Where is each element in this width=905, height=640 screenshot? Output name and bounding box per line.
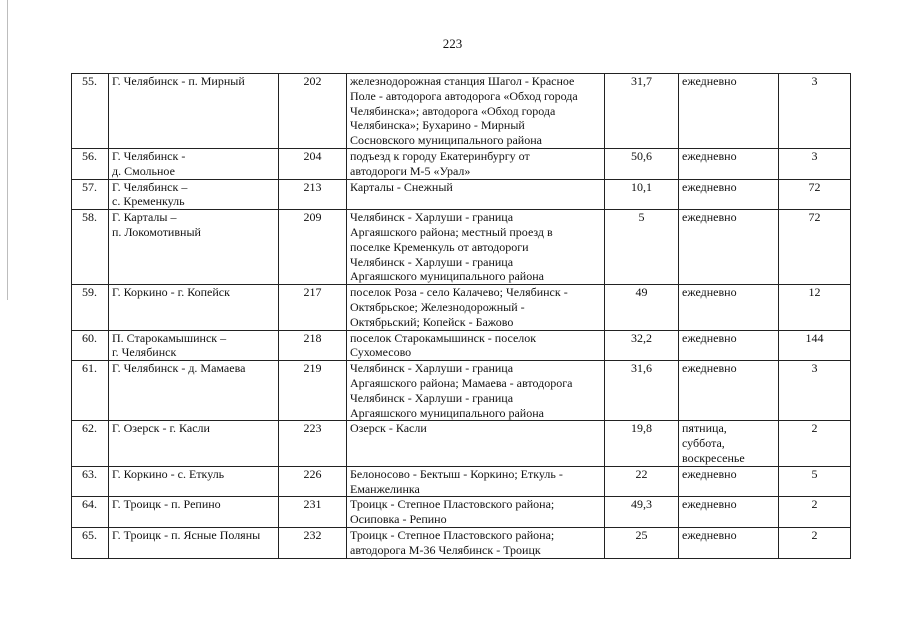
schedule-cell: ежедневно bbox=[679, 149, 779, 180]
table-row bbox=[72, 74, 851, 149]
route-name-cell: Г. Троицк - п. Репино bbox=[109, 497, 279, 528]
schedule-cell: ежедневно bbox=[679, 210, 779, 285]
route-length-cell: 50,6 bbox=[605, 149, 679, 180]
row-number-cell: 56. bbox=[72, 149, 109, 180]
route-path-cell: Челябинск - Харлуши - граница Аргаяшского района; Мамаева - автодорога Челябинск - Харлуши - граница Аргаяшского муниципального района bbox=[347, 361, 605, 421]
route-path-cell: железнодорожная станция Шагол - Красное Поле - автодорога автодорога «Обход города Челябинска»; автодорога «Обход города Челябинска»; Бухарино - Мирный Сосновского муниципального района bbox=[347, 74, 605, 149]
trips-count-cell: 5 bbox=[779, 466, 851, 497]
schedule-cell: пятница, суббота, воскресенье bbox=[679, 421, 779, 466]
route-name-cell: Г. Карталы – п. Локомотивный bbox=[109, 210, 279, 285]
trips-count-cell: 3 bbox=[779, 149, 851, 180]
registration-number-cell: 209 bbox=[279, 210, 347, 285]
registration-number-cell: 204 bbox=[279, 149, 347, 180]
routes-table bbox=[71, 73, 851, 559]
route-length-cell: 32,2 bbox=[605, 330, 679, 361]
table-row bbox=[72, 179, 851, 210]
trips-count-cell: 3 bbox=[779, 361, 851, 421]
route-path-cell: Белоносово - Бектыш - Коркино; Еткуль - Еманжелинка bbox=[347, 466, 605, 497]
route-name-cell: Г. Челябинск - д. Мамаева bbox=[109, 361, 279, 421]
page-number: 223 bbox=[442, 36, 463, 51]
registration-number-cell: 219 bbox=[279, 361, 347, 421]
route-length-cell: 49,3 bbox=[605, 497, 679, 528]
route-name-cell: Г. Челябинск - п. Мирный bbox=[109, 74, 279, 149]
trips-count-cell: 72 bbox=[779, 210, 851, 285]
row-number-cell: 62. bbox=[72, 421, 109, 466]
schedule-cell: ежедневно bbox=[679, 179, 779, 210]
route-path-cell: Троицк - Степное Пластовского района; автодорога М-36 Челябинск - Троицк bbox=[347, 527, 605, 558]
trips-count-cell: 2 bbox=[779, 421, 851, 466]
row-number-cell: 55. bbox=[72, 74, 109, 149]
schedule-cell: ежедневно bbox=[679, 330, 779, 361]
route-path-cell: поселок Роза - село Калачево; Челябинск - Октябрьское; Железнодорожный - Октябрьский; Копейск - Бажово bbox=[347, 285, 605, 330]
trips-count-cell: 12 bbox=[779, 285, 851, 330]
route-length-cell: 25 bbox=[605, 527, 679, 558]
route-length-cell: 10,1 bbox=[605, 179, 679, 210]
table-row bbox=[72, 285, 851, 330]
trips-count-cell: 3 bbox=[779, 74, 851, 149]
trips-count-cell: 72 bbox=[779, 179, 851, 210]
table-row bbox=[72, 210, 851, 285]
table-row bbox=[72, 421, 851, 466]
route-length-cell: 19,8 bbox=[605, 421, 679, 466]
row-number-cell: 61. bbox=[72, 361, 109, 421]
registration-number-cell: 202 bbox=[279, 74, 347, 149]
route-name-cell: П. Старокамышинск – г. Челябинск bbox=[109, 330, 279, 361]
registration-number-cell: 218 bbox=[279, 330, 347, 361]
trips-count-cell: 144 bbox=[779, 330, 851, 361]
route-path-cell: Карталы - Снежный bbox=[347, 179, 605, 210]
route-name-cell: Г. Троицк - п. Ясные Поляны bbox=[109, 527, 279, 558]
trips-count-cell: 2 bbox=[779, 527, 851, 558]
trips-count-cell: 2 bbox=[779, 497, 851, 528]
table-row bbox=[72, 149, 851, 180]
registration-number-cell: 232 bbox=[279, 527, 347, 558]
row-number-cell: 63. bbox=[72, 466, 109, 497]
route-path-cell: поселок Старокамышинск - поселок Сухомесово bbox=[347, 330, 605, 361]
table-row bbox=[72, 527, 851, 558]
route-length-cell: 31,7 bbox=[605, 74, 679, 149]
route-length-cell: 49 bbox=[605, 285, 679, 330]
schedule-cell: ежедневно bbox=[679, 285, 779, 330]
table-row bbox=[72, 330, 851, 361]
registration-number-cell: 217 bbox=[279, 285, 347, 330]
row-number-cell: 57. bbox=[72, 179, 109, 210]
route-path-cell: подъезд к городу Екатеринбургу от автодороги М-5 «Урал» bbox=[347, 149, 605, 180]
route-name-cell: Г. Челябинск - д. Смольное bbox=[109, 149, 279, 180]
registration-number-cell: 226 bbox=[279, 466, 347, 497]
route-path-cell: Озерск - Касли bbox=[347, 421, 605, 466]
row-number-cell: 64. bbox=[72, 497, 109, 528]
registration-number-cell: 231 bbox=[279, 497, 347, 528]
route-name-cell: Г. Коркино - г. Копейск bbox=[109, 285, 279, 330]
table-row bbox=[72, 361, 851, 421]
row-number-cell: 59. bbox=[72, 285, 109, 330]
registration-number-cell: 213 bbox=[279, 179, 347, 210]
row-number-cell: 60. bbox=[72, 330, 109, 361]
schedule-cell: ежедневно bbox=[679, 74, 779, 149]
schedule-cell: ежедневно bbox=[679, 527, 779, 558]
route-name-cell: Г. Коркино - с. Еткуль bbox=[109, 466, 279, 497]
route-name-cell: Г. Челябинск – с. Кременкуль bbox=[109, 179, 279, 210]
schedule-cell: ежедневно bbox=[679, 466, 779, 497]
registration-number-cell: 223 bbox=[279, 421, 347, 466]
row-number-cell: 58. bbox=[72, 210, 109, 285]
schedule-cell: ежедневно bbox=[679, 361, 779, 421]
table-row bbox=[72, 466, 851, 497]
route-length-cell: 5 bbox=[605, 210, 679, 285]
route-length-cell: 22 bbox=[605, 466, 679, 497]
row-number-cell: 65. bbox=[72, 527, 109, 558]
route-length-cell: 31,6 bbox=[605, 361, 679, 421]
route-path-cell: Челябинск - Харлуши - граница Аргаяшского района; местный проезд в поселке Кременкуль от автодороги Челябинск - Харлуши - граница Аргаяшского муниципального района bbox=[347, 210, 605, 285]
routes-table-body bbox=[72, 74, 851, 559]
route-path-cell: Троицк - Степное Пластовского района; Осиповка - Репино bbox=[347, 497, 605, 528]
table-row bbox=[72, 497, 851, 528]
schedule-cell: ежедневно bbox=[679, 497, 779, 528]
route-name-cell: Г. Озерск - г. Касли bbox=[109, 421, 279, 466]
